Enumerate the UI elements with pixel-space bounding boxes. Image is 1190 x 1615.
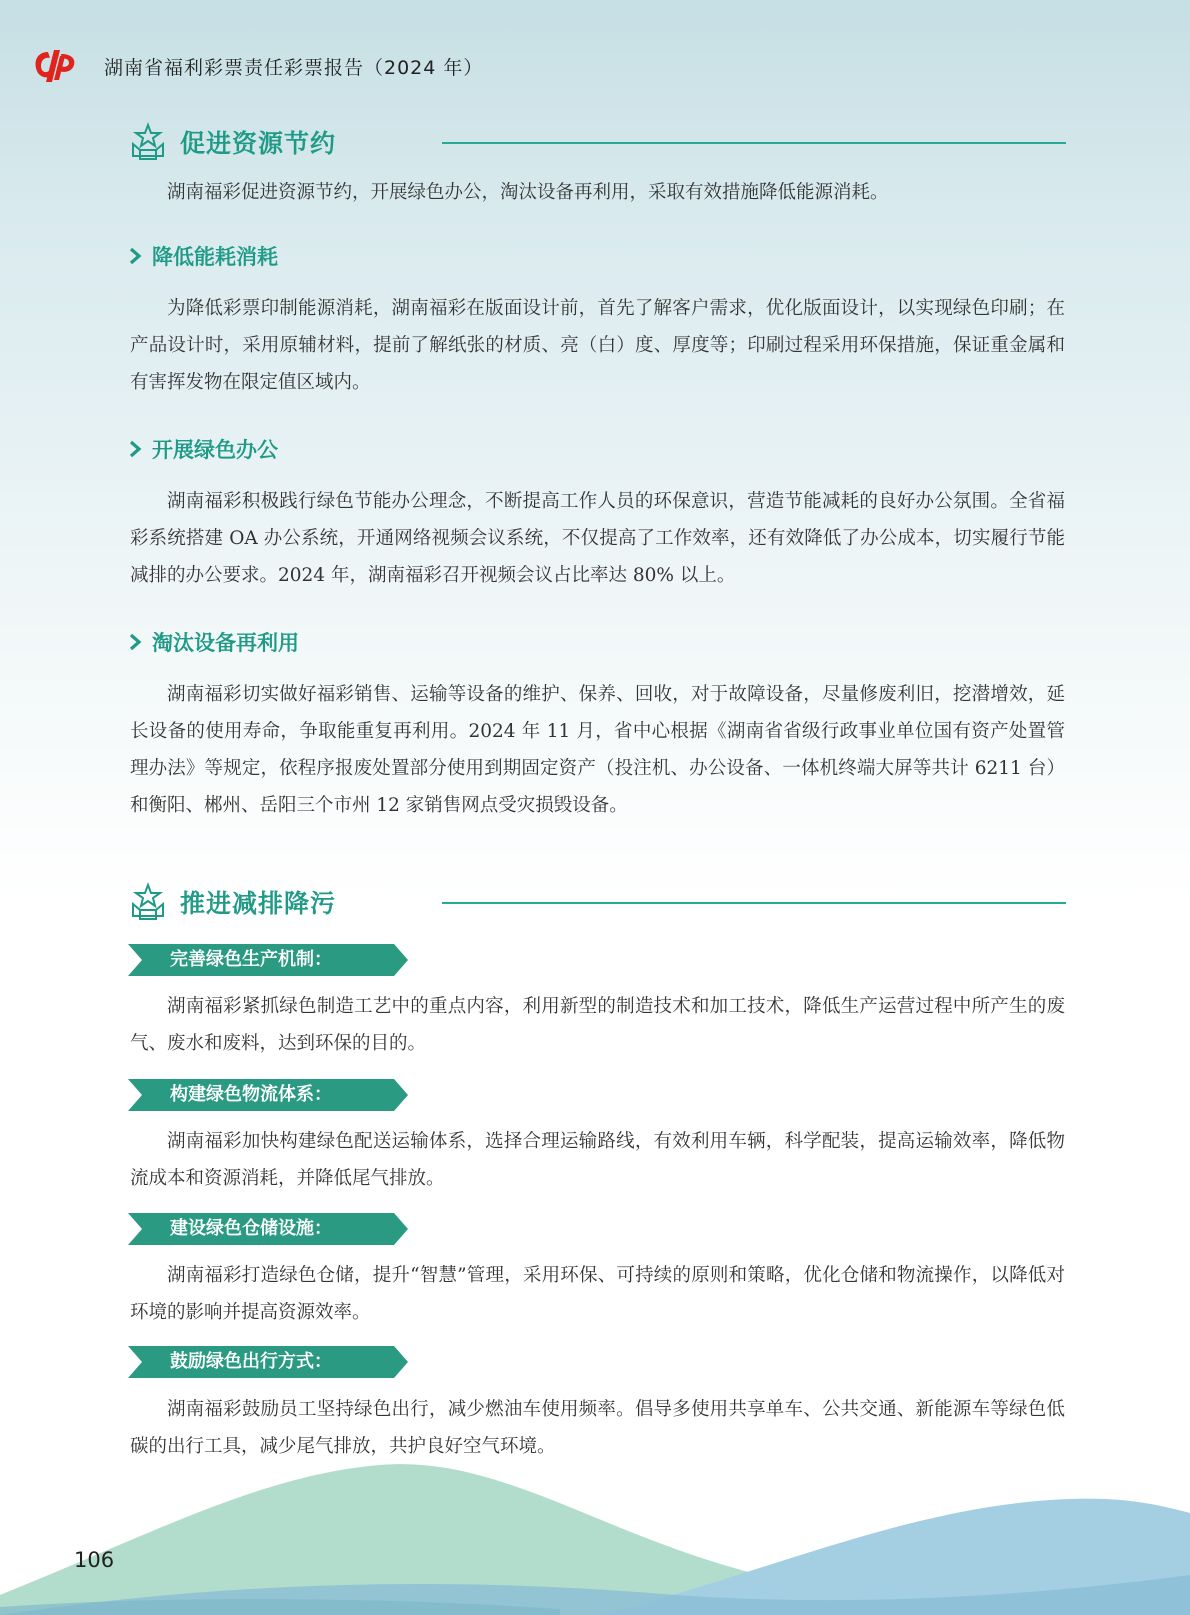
section-title: 促进资源节约 <box>180 129 337 158</box>
section-intro: 湖南福彩促进资源节约，开展绿色办公，淘汰设备再利用，采取有效措施降低能源消耗。 <box>167 182 889 203</box>
subsection-title: 淘汰设备再利用 <box>152 631 299 655</box>
subsection-title: 降低能耗消耗 <box>152 245 278 269</box>
subsection-text: 湖南福彩切实做好福彩销售、运输等设备的维护、保养、回收，对于故障设备，尽量修废利旧，挖潜增效，延长设备的使用寿命，争取能重复再利用。2024 年 11 月，省中心根据《湖南省省级行政事业单位国有资产处置管理办法》等规定，依程序报废处置部分使用到期固定资产（投注机、办公设备、一体机终端大屏等共计 6211 台）和衡阳、郴州、岳阳三个市州 12 家销售网点受灾损毁设备。 <box>130 684 1065 816</box>
page-number: 106 <box>74 1548 115 1572</box>
subsection-text: 湖南福彩积极践行绿色节能办公理念，不断提高工作人员的环保意识，营造节能减耗的良好办公氛围。全省福彩系统搭建 OA 办公系统，开通网络视频会议系统，不仅提高了工作效率，还有效降低了办公成本，切实履行节能减排的办公要求。2024 年，湖南福彩召开视频会议占比率达 80% 以上。 <box>130 491 1065 586</box>
item-text: 湖南福彩紧抓绿色制造工艺中的重点内容，利用新型的制造技术和加工技术，降低生产运营过程中所产生的废气、废水和废料，达到环保的目的。 <box>130 996 1065 1054</box>
tag-label: 完善绿色生产机制： <box>170 949 332 970</box>
subsection-heading <box>128 627 299 657</box>
tag-label: 构建绿色物流体系： <box>170 1084 332 1105</box>
welfare-lottery-logo-icon <box>34 48 76 84</box>
section-heading-emission-reduction <box>128 880 1066 924</box>
subsection-title: 开展绿色办公 <box>152 438 278 462</box>
subsection-heading <box>128 434 278 464</box>
subsection-text: 为降低彩票印制能源消耗，湖南福彩在版面设计前，首先了解客户需求，优化版面设计，以实现绿色印刷；在产品设计时，采用原辅材料，提前了解纸张的材质、亮（白）度、厚度等；印刷过程采用环保措施，保证重金属和有害挥发物在限定值区域内。 <box>130 298 1065 393</box>
decorative-waves <box>0 1425 1190 1615</box>
section-heading-resource-saving <box>128 120 1066 164</box>
section-divider <box>442 902 1066 904</box>
tag-green-logistics <box>128 1079 408 1111</box>
tag-label: 鼓励绿色出行方式： <box>170 1351 332 1372</box>
item-text: 湖南福彩鼓励员工坚持绿色出行，减少燃油车使用频率。倡导多使用共享单车、公共交通、新能源车等绿色低碳的出行工具，减少尾气排放，共护良好空气环境。 <box>130 1399 1065 1457</box>
tag-label: 建设绿色仓储设施： <box>170 1218 332 1239</box>
chevron-right-icon <box>128 439 142 459</box>
report-title: 湖南省福利彩票责任彩票报告（2024 年） <box>104 56 484 79</box>
section-title: 推进减排降污 <box>180 889 337 918</box>
item-text: 湖南福彩打造绿色仓储，提升“智慧”管理，采用环保、可持续的原则和策略，优化仓储和物流操作，以降低对环境的影响并提高资源效率。 <box>130 1265 1065 1323</box>
section-divider <box>442 142 1066 144</box>
subsection-heading <box>128 241 278 271</box>
tag-green-warehouse <box>128 1213 408 1245</box>
hand-star-icon <box>128 882 168 922</box>
chevron-right-icon <box>128 246 142 266</box>
item-text: 湖南福彩加快构建绿色配送运输体系，选择合理运输路线，有效利用车辆，科学配装，提高运输效率，降低物流成本和资源消耗，并降低尾气排放。 <box>130 1131 1065 1189</box>
hand-star-icon <box>128 122 168 162</box>
tag-green-production <box>128 944 408 976</box>
page-header <box>34 46 483 86</box>
tag-green-travel <box>128 1346 408 1378</box>
chevron-right-icon <box>128 632 142 652</box>
